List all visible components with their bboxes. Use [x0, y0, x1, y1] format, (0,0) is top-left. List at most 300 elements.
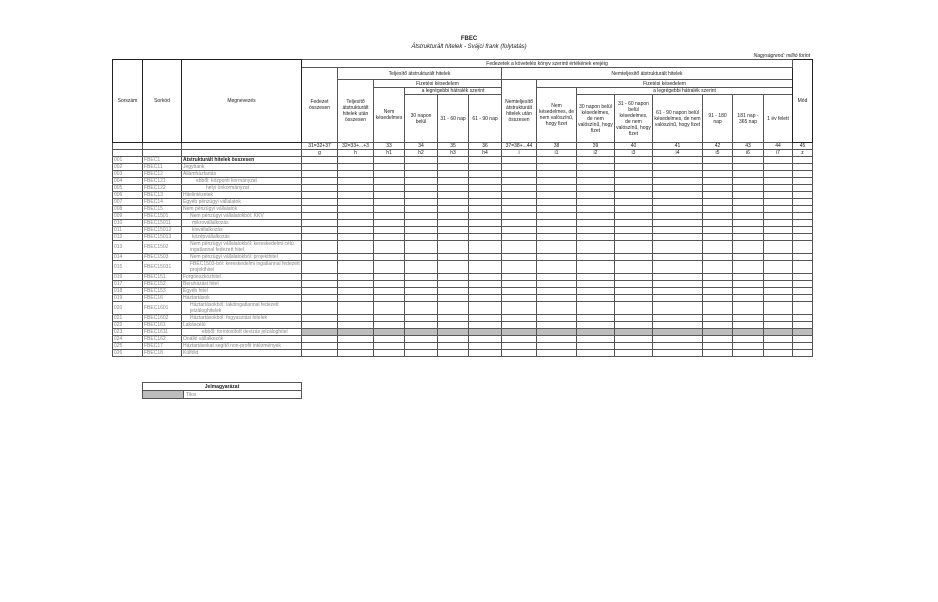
value-cell[interactable]: [653, 178, 703, 185]
value-cell[interactable]: [469, 206, 502, 213]
value-cell[interactable]: [537, 315, 577, 322]
value-cell[interactable]: [374, 157, 405, 164]
value-cell[interactable]: [615, 261, 653, 274]
value-cell[interactable]: [302, 274, 338, 281]
value-cell[interactable]: [615, 241, 653, 254]
value-cell[interactable]: [537, 329, 577, 336]
value-cell[interactable]: [733, 329, 764, 336]
value-cell[interactable]: [764, 192, 793, 199]
value-cell[interactable]: [793, 254, 813, 261]
value-cell[interactable]: [502, 178, 537, 185]
value-cell[interactable]: [733, 171, 764, 178]
value-cell[interactable]: [405, 241, 438, 254]
value-cell[interactable]: [469, 241, 502, 254]
value-cell[interactable]: [577, 241, 615, 254]
value-cell[interactable]: [374, 199, 405, 206]
value-cell[interactable]: [405, 350, 438, 357]
value-cell[interactable]: [577, 220, 615, 227]
value-cell[interactable]: [764, 295, 793, 302]
value-cell[interactable]: [374, 261, 405, 274]
value-cell[interactable]: [615, 288, 653, 295]
value-cell[interactable]: [577, 281, 615, 288]
value-cell[interactable]: [405, 329, 438, 336]
value-cell[interactable]: [733, 164, 764, 171]
value-cell[interactable]: [405, 213, 438, 220]
value-cell[interactable]: [537, 295, 577, 302]
value-cell[interactable]: [653, 343, 703, 350]
value-cell[interactable]: [338, 192, 374, 199]
value-cell[interactable]: [537, 220, 577, 227]
value-cell[interactable]: [438, 315, 469, 322]
value-cell[interactable]: [502, 254, 537, 261]
value-cell[interactable]: [302, 178, 338, 185]
value-cell[interactable]: [577, 164, 615, 171]
value-cell[interactable]: [733, 322, 764, 329]
value-cell[interactable]: [764, 274, 793, 281]
value-cell[interactable]: [302, 315, 338, 322]
value-cell[interactable]: [764, 199, 793, 206]
value-cell[interactable]: [733, 157, 764, 164]
value-cell[interactable]: [469, 315, 502, 322]
value-cell[interactable]: [733, 185, 764, 192]
value-cell[interactable]: [469, 164, 502, 171]
value-cell[interactable]: [438, 164, 469, 171]
value-cell[interactable]: [653, 322, 703, 329]
value-cell[interactable]: [469, 220, 502, 227]
value-cell[interactable]: [537, 227, 577, 234]
value-cell[interactable]: [438, 350, 469, 357]
value-cell[interactable]: [338, 281, 374, 288]
value-cell[interactable]: [405, 343, 438, 350]
value-cell[interactable]: [374, 274, 405, 281]
value-cell[interactable]: [469, 343, 502, 350]
value-cell[interactable]: [615, 322, 653, 329]
value-cell[interactable]: [302, 329, 338, 336]
value-cell[interactable]: [764, 350, 793, 357]
value-cell[interactable]: [338, 164, 374, 171]
value-cell[interactable]: [733, 241, 764, 254]
value-cell[interactable]: [438, 261, 469, 274]
value-cell[interactable]: [733, 220, 764, 227]
value-cell[interactable]: [374, 164, 405, 171]
value-cell[interactable]: [302, 241, 338, 254]
value-cell[interactable]: [374, 227, 405, 234]
value-cell[interactable]: [577, 227, 615, 234]
value-cell[interactable]: [469, 288, 502, 295]
value-cell[interactable]: [405, 336, 438, 343]
value-cell[interactable]: [764, 343, 793, 350]
value-cell[interactable]: [577, 343, 615, 350]
value-cell[interactable]: [469, 350, 502, 357]
value-cell[interactable]: [338, 206, 374, 213]
value-cell[interactable]: [374, 192, 405, 199]
value-cell[interactable]: [469, 322, 502, 329]
value-cell[interactable]: [615, 164, 653, 171]
value-cell[interactable]: [405, 227, 438, 234]
value-cell[interactable]: [653, 206, 703, 213]
value-cell[interactable]: [502, 281, 537, 288]
value-cell[interactable]: [405, 164, 438, 171]
value-cell[interactable]: [405, 288, 438, 295]
value-cell[interactable]: [405, 185, 438, 192]
value-cell[interactable]: [793, 241, 813, 254]
value-cell[interactable]: [733, 261, 764, 274]
value-cell[interactable]: [438, 302, 469, 315]
value-cell[interactable]: [405, 178, 438, 185]
value-cell[interactable]: [502, 157, 537, 164]
value-cell[interactable]: [793, 302, 813, 315]
value-cell[interactable]: [537, 192, 577, 199]
value-cell[interactable]: [537, 350, 577, 357]
value-cell[interactable]: [405, 199, 438, 206]
value-cell[interactable]: [502, 185, 537, 192]
value-cell[interactable]: [537, 302, 577, 315]
value-cell[interactable]: [653, 350, 703, 357]
value-cell[interactable]: [302, 213, 338, 220]
value-cell[interactable]: [733, 192, 764, 199]
value-cell[interactable]: [502, 199, 537, 206]
value-cell[interactable]: [703, 185, 733, 192]
value-cell[interactable]: [615, 254, 653, 261]
value-cell[interactable]: [615, 171, 653, 178]
value-cell[interactable]: [703, 315, 733, 322]
value-cell[interactable]: [615, 315, 653, 322]
value-cell[interactable]: [374, 241, 405, 254]
value-cell[interactable]: [338, 185, 374, 192]
value-cell[interactable]: [302, 227, 338, 234]
value-cell[interactable]: [653, 281, 703, 288]
value-cell[interactable]: [764, 227, 793, 234]
value-cell[interactable]: [615, 343, 653, 350]
value-cell[interactable]: [537, 213, 577, 220]
value-cell[interactable]: [469, 336, 502, 343]
value-cell[interactable]: [537, 336, 577, 343]
value-cell[interactable]: [469, 213, 502, 220]
value-cell[interactable]: [793, 322, 813, 329]
value-cell[interactable]: [469, 281, 502, 288]
value-cell[interactable]: [302, 336, 338, 343]
value-cell[interactable]: [537, 234, 577, 241]
value-cell[interactable]: [615, 185, 653, 192]
value-cell[interactable]: [653, 241, 703, 254]
value-cell[interactable]: [653, 315, 703, 322]
value-cell[interactable]: [764, 171, 793, 178]
value-cell[interactable]: [764, 185, 793, 192]
value-cell[interactable]: [653, 295, 703, 302]
value-cell[interactable]: [793, 261, 813, 274]
value-cell[interactable]: [577, 254, 615, 261]
value-cell[interactable]: [438, 241, 469, 254]
value-cell[interactable]: [438, 254, 469, 261]
value-cell[interactable]: [502, 350, 537, 357]
value-cell[interactable]: [733, 302, 764, 315]
value-cell[interactable]: [302, 322, 338, 329]
value-cell[interactable]: [438, 157, 469, 164]
value-cell[interactable]: [537, 178, 577, 185]
value-cell[interactable]: [438, 185, 469, 192]
value-cell[interactable]: [653, 261, 703, 274]
value-cell[interactable]: [793, 171, 813, 178]
value-cell[interactable]: [577, 157, 615, 164]
value-cell[interactable]: [374, 178, 405, 185]
value-cell[interactable]: [302, 171, 338, 178]
value-cell[interactable]: [302, 350, 338, 357]
value-cell[interactable]: [793, 157, 813, 164]
value-cell[interactable]: [577, 288, 615, 295]
value-cell[interactable]: [338, 274, 374, 281]
value-cell[interactable]: [764, 157, 793, 164]
value-cell[interactable]: [703, 336, 733, 343]
value-cell[interactable]: [577, 315, 615, 322]
value-cell[interactable]: [537, 274, 577, 281]
value-cell[interactable]: [502, 213, 537, 220]
value-cell[interactable]: [653, 302, 703, 315]
value-cell[interactable]: [733, 199, 764, 206]
value-cell[interactable]: [502, 171, 537, 178]
value-cell[interactable]: [615, 220, 653, 227]
value-cell[interactable]: [793, 350, 813, 357]
value-cell[interactable]: [703, 254, 733, 261]
value-cell[interactable]: [374, 288, 405, 295]
value-cell[interactable]: [302, 343, 338, 350]
value-cell[interactable]: [793, 185, 813, 192]
value-cell[interactable]: [502, 336, 537, 343]
value-cell[interactable]: [577, 171, 615, 178]
value-cell[interactable]: [703, 206, 733, 213]
value-cell[interactable]: [537, 343, 577, 350]
value-cell[interactable]: [733, 350, 764, 357]
value-cell[interactable]: [793, 281, 813, 288]
value-cell[interactable]: [537, 164, 577, 171]
value-cell[interactable]: [374, 254, 405, 261]
value-cell[interactable]: [374, 206, 405, 213]
value-cell[interactable]: [653, 171, 703, 178]
value-cell[interactable]: [537, 288, 577, 295]
value-cell[interactable]: [374, 343, 405, 350]
value-cell[interactable]: [405, 302, 438, 315]
value-cell[interactable]: [733, 274, 764, 281]
value-cell[interactable]: [615, 199, 653, 206]
value-cell[interactable]: [502, 302, 537, 315]
value-cell[interactable]: [733, 288, 764, 295]
value-cell[interactable]: [615, 350, 653, 357]
value-cell[interactable]: [793, 199, 813, 206]
value-cell[interactable]: [615, 227, 653, 234]
value-cell[interactable]: [703, 343, 733, 350]
value-cell[interactable]: [469, 227, 502, 234]
value-cell[interactable]: [405, 315, 438, 322]
value-cell[interactable]: [438, 178, 469, 185]
value-cell[interactable]: [405, 322, 438, 329]
value-cell[interactable]: [374, 315, 405, 322]
value-cell[interactable]: [405, 206, 438, 213]
value-cell[interactable]: [438, 192, 469, 199]
value-cell[interactable]: [764, 281, 793, 288]
value-cell[interactable]: [764, 164, 793, 171]
value-cell[interactable]: [615, 213, 653, 220]
value-cell[interactable]: [338, 157, 374, 164]
value-cell[interactable]: [615, 329, 653, 336]
value-cell[interactable]: [793, 336, 813, 343]
value-cell[interactable]: [537, 261, 577, 274]
value-cell[interactable]: [502, 220, 537, 227]
value-cell[interactable]: [703, 199, 733, 206]
value-cell[interactable]: [405, 254, 438, 261]
value-cell[interactable]: [615, 206, 653, 213]
value-cell[interactable]: [703, 213, 733, 220]
value-cell[interactable]: [338, 343, 374, 350]
value-cell[interactable]: [577, 206, 615, 213]
value-cell[interactable]: [703, 329, 733, 336]
value-cell[interactable]: [703, 178, 733, 185]
value-cell[interactable]: [537, 254, 577, 261]
value-cell[interactable]: [438, 288, 469, 295]
value-cell[interactable]: [793, 343, 813, 350]
value-cell[interactable]: [302, 164, 338, 171]
value-cell[interactable]: [302, 206, 338, 213]
value-cell[interactable]: [438, 295, 469, 302]
value-cell[interactable]: [338, 329, 374, 336]
value-cell[interactable]: [405, 171, 438, 178]
value-cell[interactable]: [338, 261, 374, 274]
value-cell[interactable]: [653, 336, 703, 343]
value-cell[interactable]: [374, 322, 405, 329]
value-cell[interactable]: [653, 220, 703, 227]
value-cell[interactable]: [764, 261, 793, 274]
value-cell[interactable]: [793, 178, 813, 185]
value-cell[interactable]: [733, 343, 764, 350]
value-cell[interactable]: [438, 220, 469, 227]
value-cell[interactable]: [615, 234, 653, 241]
value-cell[interactable]: [577, 178, 615, 185]
value-cell[interactable]: [653, 185, 703, 192]
value-cell[interactable]: [764, 254, 793, 261]
value-cell[interactable]: [374, 295, 405, 302]
value-cell[interactable]: [537, 281, 577, 288]
value-cell[interactable]: [764, 302, 793, 315]
value-cell[interactable]: [793, 329, 813, 336]
value-cell[interactable]: [405, 295, 438, 302]
value-cell[interactable]: [615, 302, 653, 315]
value-cell[interactable]: [764, 315, 793, 322]
value-cell[interactable]: [577, 322, 615, 329]
value-cell[interactable]: [764, 220, 793, 227]
value-cell[interactable]: [703, 164, 733, 171]
value-cell[interactable]: [302, 234, 338, 241]
value-cell[interactable]: [793, 315, 813, 322]
value-cell[interactable]: [653, 234, 703, 241]
value-cell[interactable]: [764, 241, 793, 254]
value-cell[interactable]: [793, 274, 813, 281]
value-cell[interactable]: [537, 157, 577, 164]
value-cell[interactable]: [302, 288, 338, 295]
value-cell[interactable]: [469, 185, 502, 192]
value-cell[interactable]: [703, 157, 733, 164]
value-cell[interactable]: [764, 336, 793, 343]
value-cell[interactable]: [469, 329, 502, 336]
value-cell[interactable]: [405, 281, 438, 288]
value-cell[interactable]: [374, 185, 405, 192]
value-cell[interactable]: [764, 206, 793, 213]
value-cell[interactable]: [703, 227, 733, 234]
value-cell[interactable]: [374, 336, 405, 343]
value-cell[interactable]: [703, 274, 733, 281]
value-cell[interactable]: [615, 281, 653, 288]
value-cell[interactable]: [577, 350, 615, 357]
value-cell[interactable]: [502, 241, 537, 254]
value-cell[interactable]: [438, 336, 469, 343]
value-cell[interactable]: [502, 295, 537, 302]
value-cell[interactable]: [338, 199, 374, 206]
value-cell[interactable]: [577, 185, 615, 192]
value-cell[interactable]: [405, 157, 438, 164]
value-cell[interactable]: [438, 281, 469, 288]
value-cell[interactable]: [302, 199, 338, 206]
value-cell[interactable]: [703, 220, 733, 227]
value-cell[interactable]: [438, 234, 469, 241]
value-cell[interactable]: [438, 171, 469, 178]
value-cell[interactable]: [653, 227, 703, 234]
value-cell[interactable]: [703, 192, 733, 199]
value-cell[interactable]: [405, 234, 438, 241]
value-cell[interactable]: [405, 274, 438, 281]
value-cell[interactable]: [764, 178, 793, 185]
value-cell[interactable]: [374, 350, 405, 357]
value-cell[interactable]: [338, 350, 374, 357]
value-cell[interactable]: [793, 295, 813, 302]
value-cell[interactable]: [469, 302, 502, 315]
value-cell[interactable]: [469, 261, 502, 274]
value-cell[interactable]: [374, 213, 405, 220]
value-cell[interactable]: [615, 274, 653, 281]
value-cell[interactable]: [302, 254, 338, 261]
value-cell[interactable]: [374, 302, 405, 315]
value-cell[interactable]: [733, 213, 764, 220]
value-cell[interactable]: [703, 241, 733, 254]
value-cell[interactable]: [338, 302, 374, 315]
value-cell[interactable]: [374, 234, 405, 241]
value-cell[interactable]: [703, 322, 733, 329]
value-cell[interactable]: [502, 192, 537, 199]
value-cell[interactable]: [438, 343, 469, 350]
value-cell[interactable]: [469, 254, 502, 261]
value-cell[interactable]: [338, 322, 374, 329]
value-cell[interactable]: [502, 288, 537, 295]
value-cell[interactable]: [653, 254, 703, 261]
value-cell[interactable]: [703, 295, 733, 302]
value-cell[interactable]: [302, 192, 338, 199]
value-cell[interactable]: [502, 322, 537, 329]
value-cell[interactable]: [793, 206, 813, 213]
value-cell[interactable]: [302, 157, 338, 164]
value-cell[interactable]: [374, 329, 405, 336]
value-cell[interactable]: [405, 192, 438, 199]
value-cell[interactable]: [374, 281, 405, 288]
value-cell[interactable]: [502, 274, 537, 281]
value-cell[interactable]: [469, 157, 502, 164]
value-cell[interactable]: [793, 288, 813, 295]
value-cell[interactable]: [537, 241, 577, 254]
value-cell[interactable]: [793, 220, 813, 227]
value-cell[interactable]: [615, 157, 653, 164]
value-cell[interactable]: [405, 220, 438, 227]
value-cell[interactable]: [653, 213, 703, 220]
value-cell[interactable]: [438, 274, 469, 281]
value-cell[interactable]: [338, 220, 374, 227]
value-cell[interactable]: [703, 261, 733, 274]
value-cell[interactable]: [577, 295, 615, 302]
value-cell[interactable]: [502, 315, 537, 322]
